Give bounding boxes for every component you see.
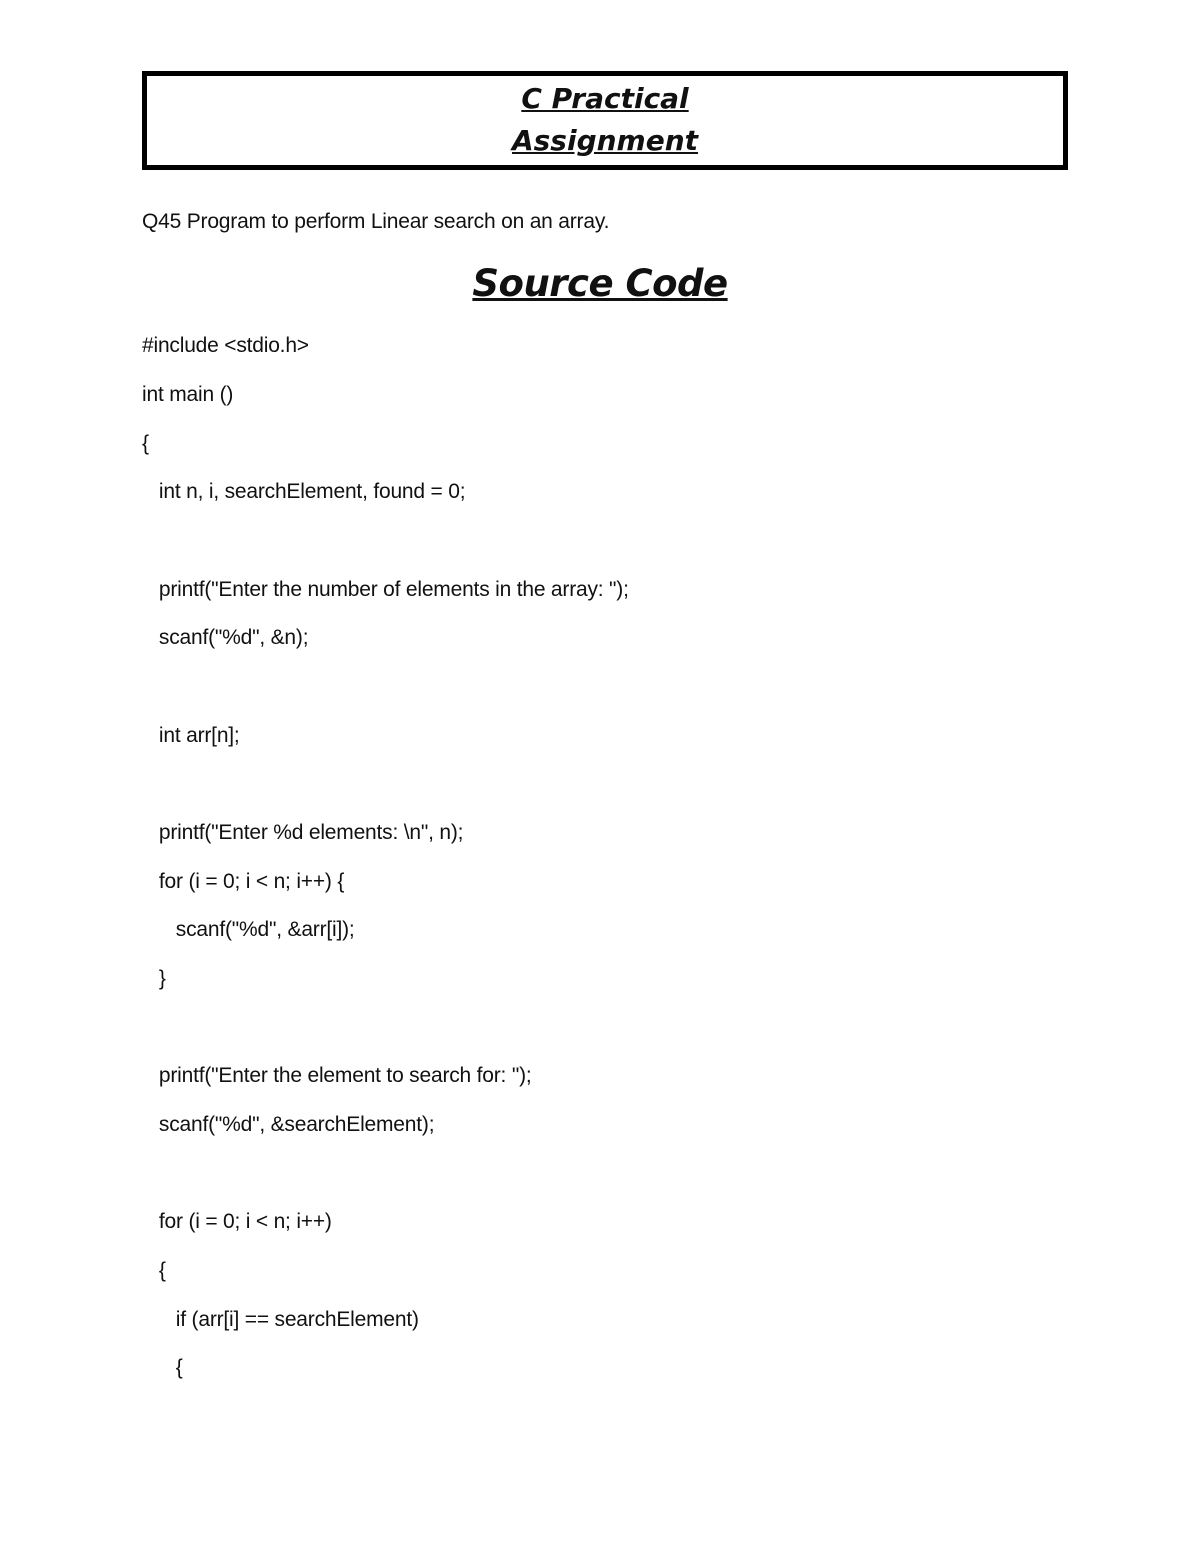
code-line: int main () [142,383,234,406]
code-line: scanf("%d", &searchElement); [142,1113,435,1136]
code-line: { [142,432,149,455]
code-line: scanf("%d", &n); [142,626,309,649]
code-line: for (i = 0; i < n; i++) [142,1210,332,1233]
code-line: printf("Enter the number of elements in the array: "); [142,578,629,601]
code-line: #include <stdio.h> [142,334,309,357]
code-line: { [142,1259,166,1282]
document-title-line-2: Assignment [511,124,699,157]
code-line: scanf("%d", &arr[i]); [142,918,355,941]
code-line: printf("Enter %d elements: \n", n); [142,821,464,844]
code-line: int n, i, searchElement, found = 0; [142,480,466,503]
code-line: printf("Enter the element to search for: "); [142,1064,532,1087]
document-title-line-1: C Practical [521,82,689,115]
source-code-heading: Source Code [472,262,728,305]
code-line: if (arr[i] == searchElement) [142,1308,419,1331]
question-text: Q45 Program to perform Linear search on an array. [142,210,610,233]
code-line: for (i = 0; i < n; i++) { [142,870,345,893]
code-line: int arr[n]; [142,724,240,747]
code-line: { [142,1356,183,1379]
title-box [142,71,1068,170]
code-line: } [142,967,166,990]
